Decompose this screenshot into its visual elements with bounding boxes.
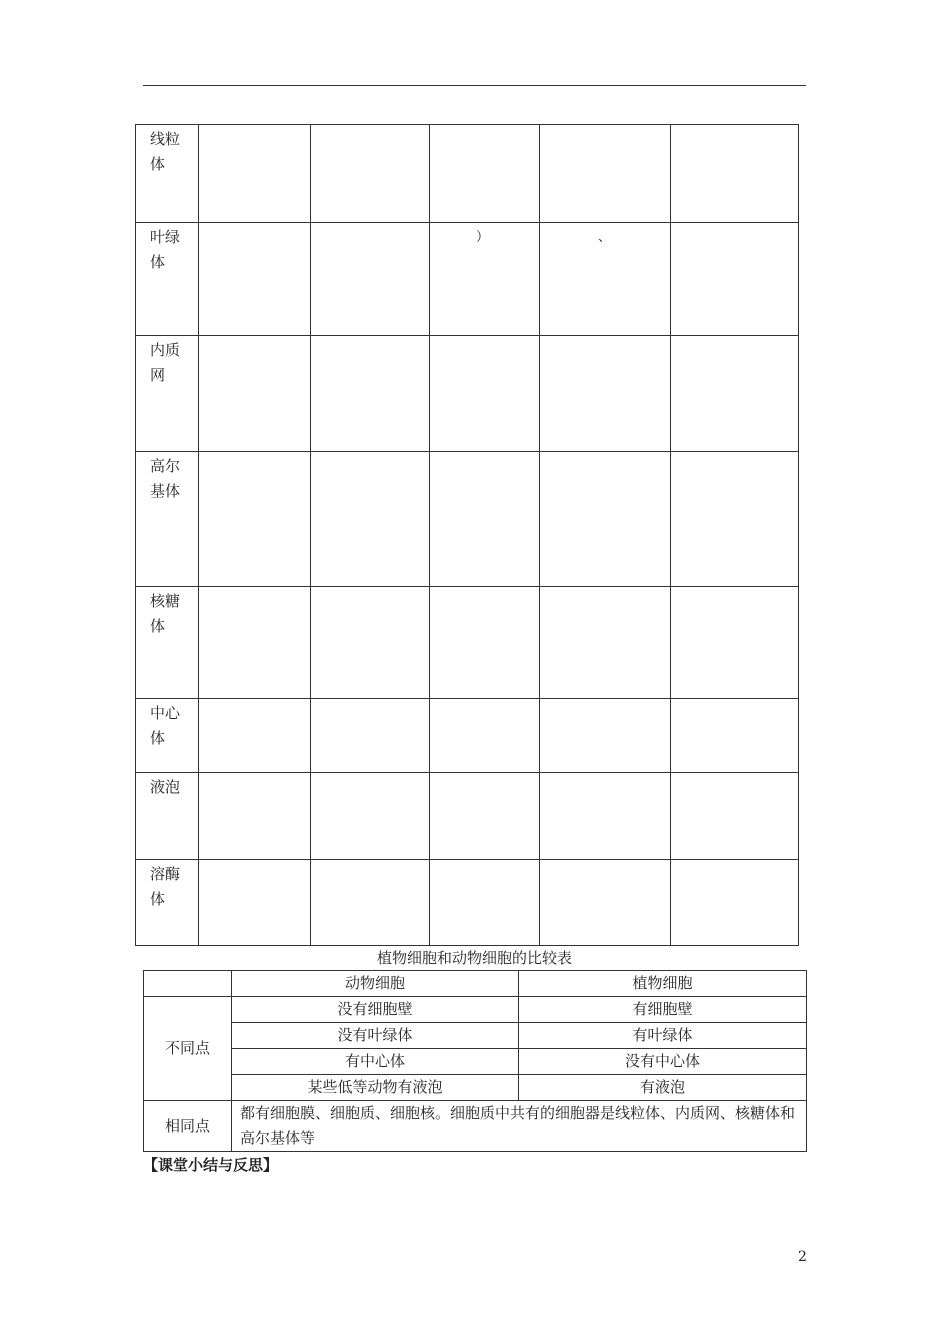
table-cell [671,860,799,946]
table-cell [540,860,671,946]
table-cell [540,587,671,699]
organelle-name-cell [136,699,199,773]
similarity-row [144,1101,807,1152]
table-cell [430,699,540,773]
table-cell [311,336,430,452]
table-cell [199,587,311,699]
table-row [136,860,799,946]
table-cell [540,125,671,223]
comparison-table [143,970,807,1152]
difference-animal-cell: 没有叶绿体 [232,1023,519,1049]
table-row [136,452,799,587]
difference-animal-cell: 没有细胞壁 [232,997,519,1023]
difference-plant-cell: 有叶绿体 [519,1023,807,1049]
table-cell [540,699,671,773]
organelle-name: 高尔基体 [150,457,181,500]
table-cell [199,699,311,773]
header-animal-cell: 动物细胞 [232,971,519,997]
table-cell [311,773,430,860]
table-cell [671,223,799,336]
table-cell [311,452,430,587]
organelle-name: 中心体 [150,704,181,747]
table-cell [540,336,671,452]
organelle-name-cell [136,860,199,946]
table-cell [671,773,799,860]
table-cell [199,336,311,452]
table-cell [311,587,430,699]
table-cell [671,125,799,223]
table-cell [311,223,430,336]
comparison-header-row [144,971,807,997]
difference-animal-cell: 有中心体 [232,1049,519,1075]
organelle-name-cell [136,125,199,223]
table-cell [430,587,540,699]
organelle-name: 液泡 [150,778,181,796]
table-cell [671,587,799,699]
difference-animal-cell: 某些低等动物有液泡 [232,1075,519,1101]
table-row [136,223,799,336]
table-cell [430,860,540,946]
difference-row [144,997,807,1023]
similarities-text: 都有细胞膜、细胞质、细胞核。细胞质中共有的细胞器是线粒体、内质网、核糖体和高尔基体等 [232,1101,807,1152]
table-cell [430,125,540,223]
table-cell [540,773,671,860]
table-cell [540,223,671,336]
differences-label: 不同点 [144,997,232,1101]
comparison-table-title: 植物细胞和动物细胞的比较表 [376,949,572,967]
header-rule [143,85,806,86]
stray-comma-mark: 、 [598,230,612,245]
difference-plant-cell: 有液泡 [519,1075,807,1101]
organelle-name-cell [136,587,199,699]
organelle-name-cell [136,336,199,452]
organelle-name: 溶酶体 [150,865,181,908]
table-cell [199,860,311,946]
table-row [136,336,799,452]
section-heading: 【课堂小结与反思】 [143,1156,279,1174]
table-cell [199,773,311,860]
table-row [136,587,799,699]
table-cell [671,452,799,587]
difference-plant-cell: 没有中心体 [519,1049,807,1075]
table-row [136,699,799,773]
organelle-name-cell [136,773,199,860]
organelle-name: 线粒体 [150,130,181,173]
difference-row [144,1049,807,1075]
difference-plant-cell: 有细胞壁 [519,997,807,1023]
table-cell [199,125,311,223]
table-cell [311,699,430,773]
similarities-label: 相同点 [144,1101,232,1152]
table-cell [199,452,311,587]
table-cell [430,452,540,587]
difference-row [144,1023,807,1049]
table-cell [671,336,799,452]
organelle-name-cell [136,452,199,587]
header-empty-cell [144,971,232,997]
table-cell [671,699,799,773]
table-cell [199,223,311,336]
organelle-name: 内质网 [150,341,181,384]
organelle-name: 核糖体 [150,592,181,635]
organelle-table [135,124,799,946]
page-number: 2 [798,1249,807,1265]
header-plant-cell: 植物细胞 [519,971,807,997]
organelle-name: 叶绿体 [150,228,181,271]
stray-paren-mark: ） [476,230,490,245]
table-cell [311,860,430,946]
table-cell [311,125,430,223]
table-cell [430,773,540,860]
organelle-name-cell [136,223,199,336]
table-cell [430,336,540,452]
table-row [136,125,799,223]
table-cell [540,452,671,587]
table-cell [430,223,540,336]
difference-row [144,1075,807,1101]
table-row [136,773,799,860]
